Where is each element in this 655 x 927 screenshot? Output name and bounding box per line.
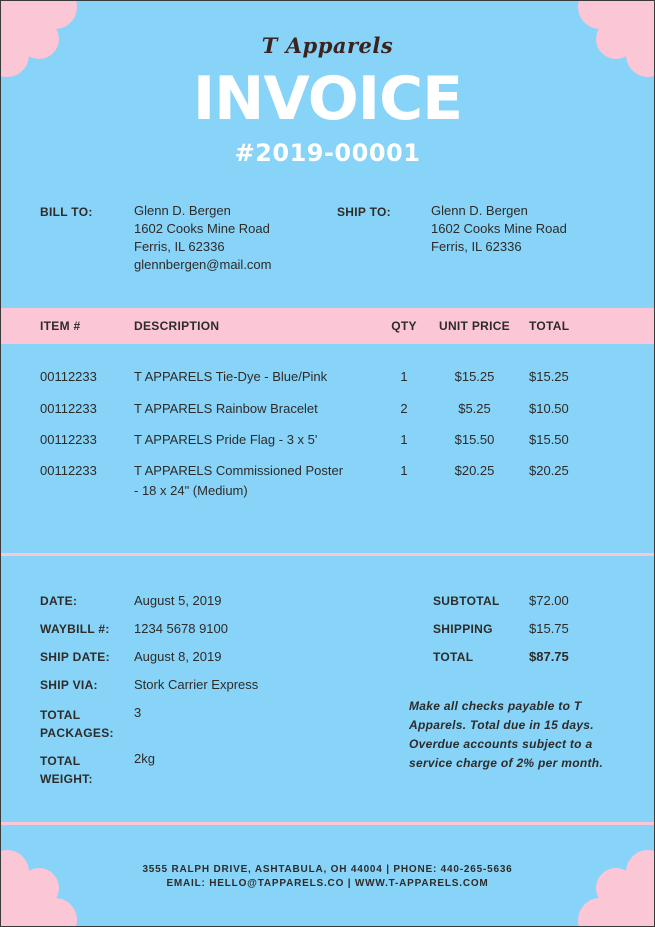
row-description: T APPARELS Rainbow Bracelet	[134, 401, 318, 416]
section-divider	[1, 553, 654, 556]
waybill-value: 1234 5678 9100	[134, 621, 228, 636]
date-label: DATE:	[40, 594, 78, 608]
header-unit-price: UNIT PRICE	[438, 319, 510, 333]
payment-note: Make all checks payable to T Apparels. Total due in 15 days. Overdue accounts subject to a service charge of 2% per month.	[409, 699, 604, 770]
bill-to-label: BILL TO:	[40, 205, 93, 219]
header-description: DESCRIPTION	[134, 319, 220, 333]
row-total: $15.25	[529, 369, 569, 384]
bill-to-name: Glenn D. Bergen	[134, 203, 231, 218]
footer-address-phone: 3555 RALPH DRIVE, ASHTABULA, OH 44004 | PHONE: 440-265-5636	[142, 864, 513, 875]
row-description: T APPARELS Pride Flag - 3 x 5'	[134, 432, 318, 447]
ship-to-street: 1602 Cooks Mine Road	[431, 221, 567, 236]
row-qty: 1	[400, 432, 408, 447]
shipping-label: SHIPPING	[433, 622, 493, 636]
row-qty: 1	[400, 463, 408, 478]
header-qty: QTY	[391, 319, 417, 333]
row-description: T APPARELS Commissioned Poster - 18 x 24" (Medium)	[134, 463, 344, 498]
ship-to-city: Ferris, IL 62336	[431, 239, 522, 254]
ship-to-label: SHIP TO:	[337, 205, 391, 219]
row-item: 00112233	[40, 369, 97, 384]
row-qty: 1	[400, 369, 408, 384]
brand-name: T Apparels	[261, 33, 394, 58]
bill-to-address	[134, 202, 272, 274]
subtotal-value: $72.00	[529, 593, 569, 608]
total-packages-value: 3	[134, 705, 142, 720]
row-qty: 2	[400, 401, 408, 416]
row-unit-price: $15.25	[454, 369, 495, 384]
total-label: TOTAL	[433, 650, 474, 664]
row-unit-price: $15.50	[454, 432, 495, 447]
bill-to-city: Ferris, IL 62336	[134, 239, 225, 254]
total-weight-value: 2kg	[134, 751, 155, 766]
ship-via-value: Stork Carrier Express	[134, 677, 259, 692]
ship-to-address	[431, 202, 567, 256]
date-value: August 5, 2019	[134, 593, 222, 608]
row-description: T APPARELS Tie-Dye - Blue/Pink	[134, 369, 328, 384]
row-unit-price: $20.25	[454, 463, 495, 478]
total-value: $87.75	[529, 649, 569, 664]
header-total: TOTAL	[529, 319, 570, 333]
row-item: 00112233	[40, 432, 97, 447]
invoice-number: #2019-00001	[234, 139, 421, 167]
footer-email-website: EMAIL: HELLO@TAPPARELS.CO | WWW.T-APPARELS.COM	[166, 878, 489, 889]
waybill-label: WAYBILL #:	[40, 622, 110, 636]
row-item: 00112233	[40, 401, 97, 416]
bill-to-street: 1602 Cooks Mine Road	[134, 221, 270, 236]
row-total: $20.25	[529, 463, 569, 478]
invoice-title: INVOICE	[192, 64, 463, 134]
row-total: $10.50	[529, 401, 569, 416]
bill-to-email: glennbergen@mail.com	[134, 257, 272, 272]
row-item: 00112233	[40, 463, 97, 478]
row-unit-price: $5.25	[458, 401, 491, 416]
ship-to-name: Glenn D. Bergen	[431, 203, 528, 218]
row-total: $15.50	[529, 432, 569, 447]
total-weight-label: TOTAL WEIGHT:	[40, 754, 93, 786]
ship-date-label: SHIP DATE:	[40, 650, 110, 664]
header-item: ITEM #	[40, 319, 81, 333]
shipping-value: $15.75	[529, 621, 569, 636]
total-packages-label: TOTAL PACKAGES:	[40, 708, 114, 740]
subtotal-label: SUBTOTAL	[433, 594, 500, 608]
footer-divider	[1, 822, 654, 825]
ship-date-value: August 8, 2019	[134, 649, 222, 664]
ship-via-label: SHIP VIA:	[40, 678, 98, 692]
